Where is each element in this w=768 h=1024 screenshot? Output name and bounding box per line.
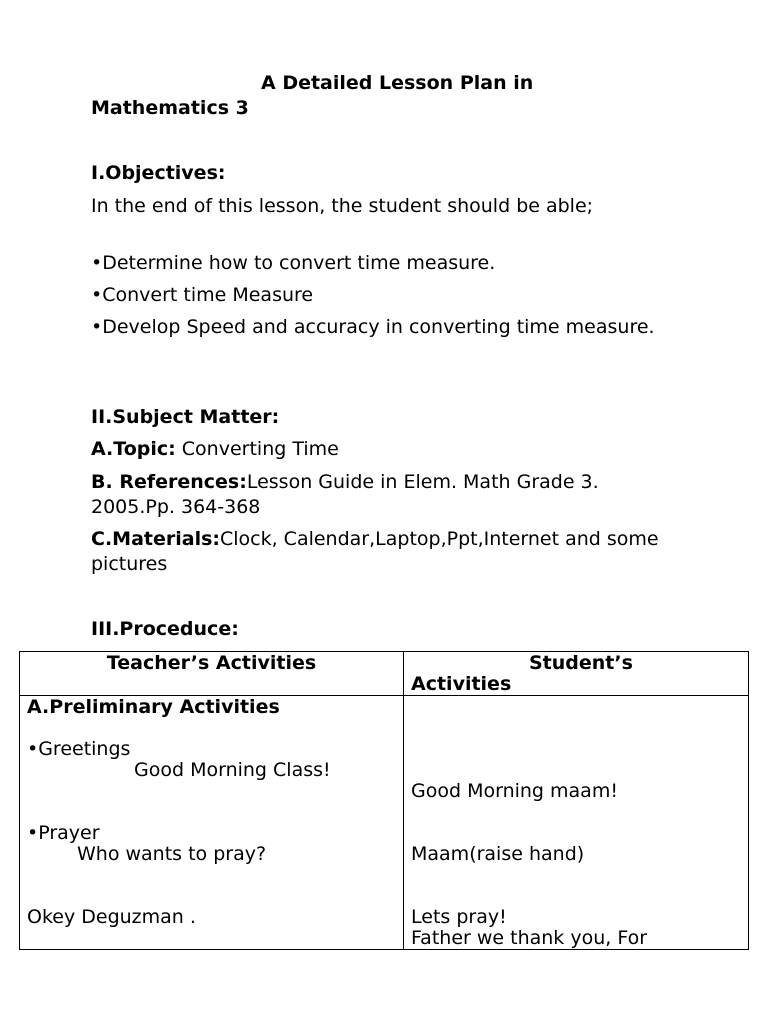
topic-label: A.Topic: [91, 438, 176, 460]
objectives-heading: I.Objectives: [91, 162, 226, 184]
teacher-activities-header: Teacher’s Activities [20, 652, 404, 696]
okey-line: Okey Deguzman . [27, 906, 196, 928]
references-line [91, 470, 681, 520]
student-header-line-1: Student’s [529, 652, 633, 674]
title-line-1: A Detailed Lesson Plan in [261, 72, 534, 94]
objective-item-1: •Determine how to convert time measure. [91, 252, 496, 274]
greeting-reply: Good Morning maam! [411, 780, 618, 802]
table-row [20, 696, 749, 950]
objectives-intro: In the end of this lesson, the student should be able; [91, 195, 594, 217]
subject-matter-heading: II.Subject Matter: [91, 406, 280, 428]
student-activities-header [404, 652, 749, 696]
prayer-reply: Maam(raise hand) [411, 843, 585, 865]
greeting-line: Good Morning Class! [134, 759, 331, 781]
objective-item-2: •Convert time Measure [91, 284, 314, 306]
materials-line [91, 527, 681, 577]
references-value: Lesson Guide in Elem. Math Grade 3. 2005.Pp. 364-368 [91, 471, 599, 518]
materials-label: C.Materials: [91, 528, 220, 550]
prayer-item: •Prayer [27, 822, 100, 844]
materials-value: Clock, Calendar,Laptop,Ppt,Internet and some pictures [91, 528, 659, 575]
greetings-item: •Greetings [27, 738, 131, 760]
teacher-activities-cell [20, 696, 404, 950]
title-line-2: Mathematics 3 [91, 97, 249, 119]
table-header-row [20, 652, 749, 696]
topic-line [91, 437, 681, 462]
references-label: B. References: [91, 471, 247, 493]
student-header-line-2: Activities [411, 673, 512, 695]
lets-pray-line: Lets pray! [411, 906, 507, 928]
prayer-line: Who wants to pray? [77, 843, 267, 865]
objective-item-3: •Develop Speed and accuracy in converting time measure. [91, 316, 655, 338]
procedure-heading: III.Proceduce: [91, 618, 239, 640]
student-activities-cell [404, 696, 749, 950]
father-line: Father we thank you, For [411, 927, 648, 949]
preliminary-activities: A.Preliminary Activities [27, 696, 280, 718]
document-title [91, 71, 681, 121]
topic-value: Converting Time [175, 438, 339, 460]
procedure-table [19, 651, 749, 950]
